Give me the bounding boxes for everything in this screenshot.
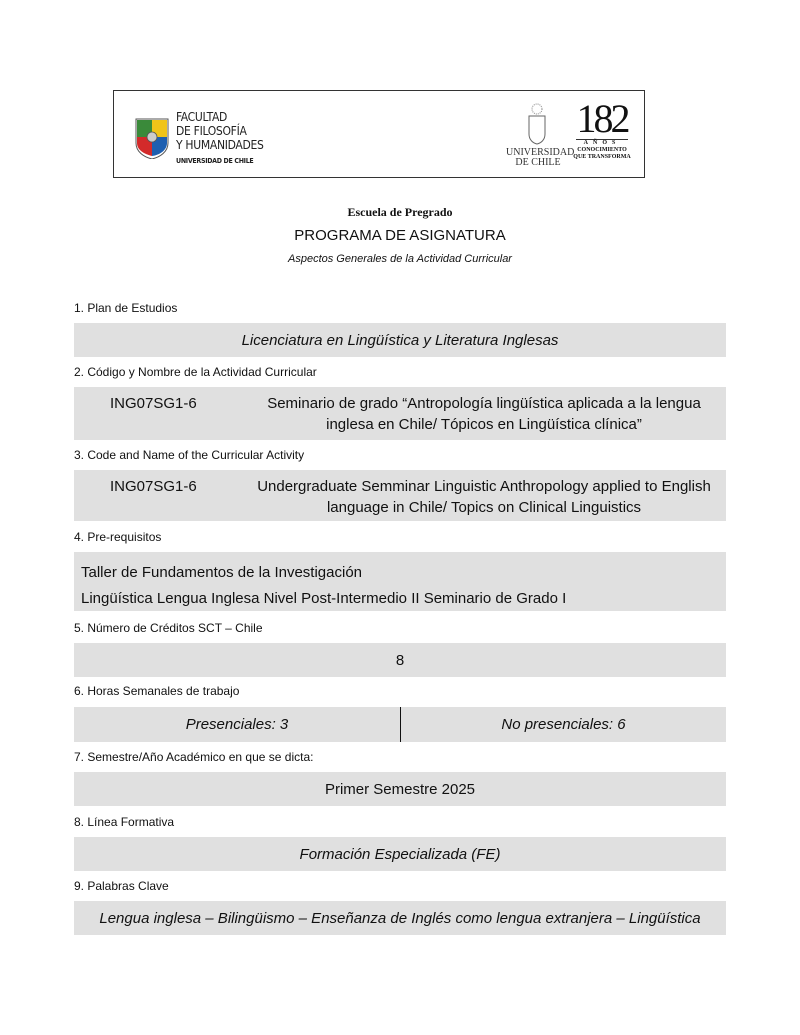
- section-label: 1. Plan de Estudios: [74, 301, 178, 315]
- plan-value: Licenciatura en Lingüística y Literatura Inglesas: [74, 323, 726, 357]
- section-label: 4. Pre-requisitos: [74, 530, 162, 544]
- faculty-logo-line: UNIVERSIDAD DE CHILE: [176, 157, 254, 165]
- palabras-value: Lengua inglesa – Bilingüismo – Enseñanza de Inglés como lengua extranjera – Lingüística: [74, 901, 726, 935]
- semestre-value: Primer Semestre 2025: [74, 772, 726, 806]
- horas-box: [74, 707, 726, 742]
- prereq-box: [74, 552, 726, 611]
- university-logo-line: DE CHILE: [515, 157, 561, 168]
- university-logo-line: UNIVERSIDAD: [506, 147, 575, 158]
- creditos-value: 8: [74, 643, 726, 677]
- section-label: 8. Línea Formativa: [74, 815, 175, 829]
- horas-presenciales: Presenciales: 3: [74, 707, 401, 742]
- faculty-logo: [134, 107, 274, 167]
- prereq-item: Lingüística Lengua Inglesa Nivel Post-Intermedio II Seminario de Grado I: [81, 590, 567, 607]
- code-en-box: [74, 470, 726, 521]
- section-label: 7. Semestre/Año Académico en que se dicta:: [74, 750, 314, 764]
- faculty-crest-icon: [134, 117, 170, 159]
- course-code: ING07SG1-6: [110, 395, 197, 412]
- section-label: 9. Palabras Clave: [74, 879, 169, 893]
- section-label: 2. Código y Nombre de la Actividad Curricular: [74, 365, 317, 379]
- school-name: Escuela de Pregrado: [347, 205, 453, 219]
- anniversary-line: QUE TRANSFORMA: [573, 154, 631, 160]
- faculty-logo-line: DE FILOSOFÍA: [176, 124, 247, 138]
- university-crest-icon: [526, 103, 548, 145]
- faculty-logo-line: FACULTAD: [176, 110, 228, 124]
- section-label: 3. Code and Name of the Curricular Activity: [74, 448, 305, 462]
- codigo-box: [74, 387, 726, 440]
- section-label: 6. Horas Semanales de trabajo: [74, 684, 240, 698]
- header-banner: [113, 90, 645, 178]
- anniversary-number: 182: [576, 96, 628, 141]
- anniversary-years: AÑOS: [576, 139, 628, 147]
- section-label: 5. Número de Créditos SCT – Chile: [74, 621, 263, 635]
- course-name: Seminario de grado “Antropología lingüística aplicada a la lengua inglesa en Chile/ Tópicos en Lingüística clínica”: [267, 395, 701, 433]
- prereq-item: Taller de Fundamentos de la Investigación: [81, 564, 363, 581]
- page-subtitle: Aspectos Generales de la Actividad Curricular: [288, 253, 512, 265]
- linea-value: Formación Especializada (FE): [74, 837, 726, 871]
- faculty-logo-line: Y HUMANIDADES: [176, 138, 264, 152]
- anniversary-logo: [572, 96, 632, 169]
- page-title: PROGRAMA DE ASIGNATURA: [294, 227, 506, 244]
- course-code: ING07SG1-6: [110, 478, 197, 495]
- horas-no-presenciales: No presenciales: 6: [501, 716, 626, 733]
- course-name-en: Undergraduate Semminar Linguistic Anthropology applied to English language in Chile/ Topics on Clinical Linguistics: [257, 478, 711, 516]
- university-logo: [506, 103, 575, 169]
- anniversary-line: CONOCIMIENTO: [577, 147, 627, 153]
